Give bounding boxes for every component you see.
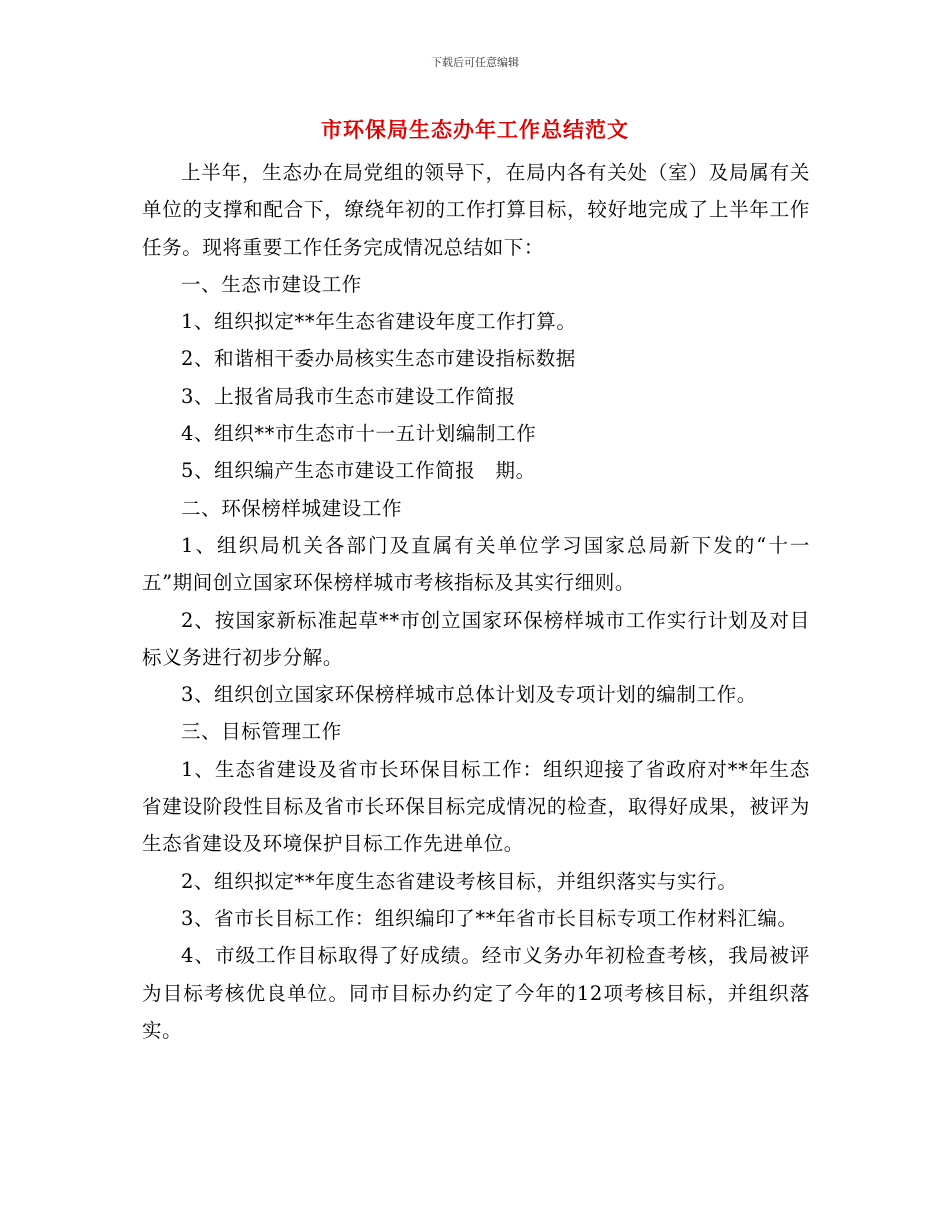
paragraph: 2、按国家新标准起草**市创立国家环保榜样城市工作实行计划及对目标义务进行初步分解。 <box>142 608 810 669</box>
section-heading: 二、环保榜样城建设工作 <box>181 496 403 520</box>
paragraph: 5、组织编产生态市建设工作简报 期。 <box>181 459 536 483</box>
section-heading: 三、目标管理工作 <box>181 720 342 744</box>
document-body <box>142 154 810 1049</box>
section-heading: 一、生态市建设工作 <box>181 272 362 296</box>
document-title: 市环保局生态办年工作总结范文 <box>321 118 629 142</box>
paragraph: 3、组织创立国家环保榜样城市总体计划及专项计划的编制工作。 <box>181 683 757 707</box>
paragraph: 1、组织局机关各部门及直属有关单位学习国家总局新下发的“十一五”期间创立国家环保榜样城市考核指标及其实行细则。 <box>142 533 810 595</box>
paragraph: 2、和谐相干委办局核实生态市建设指标数据 <box>181 347 576 371</box>
paragraph: 上半年，生态办在局党组的领导下，在局内各有关处（室）及局属有关单位的支撑和配合下，缭绕年初的工作打算目标，较好地完成了上半年工作任务。现将重要工作任务完成情况总结如下： <box>142 161 810 259</box>
paragraph: 4、市级工作目标取得了好成绩。经市义务办年初检查考核，我局被评为目标考核优良单位。同市目标办约定了今年的12项考核目标，并组织落实。 <box>142 944 810 1042</box>
paragraph: 2、组织拟定**年度生态省建设考核目标，并组织落实与实行。 <box>181 869 738 893</box>
paragraph: 1、组织拟定**年生态省建设年度工作打算。 <box>181 310 577 334</box>
paragraph: 4、组织**市生态市十一五计划编制工作 <box>181 422 537 446</box>
paragraph: 3、上报省局我市生态市建设工作简报 <box>181 384 516 408</box>
paragraph: 3、省市长目标工作：组织编印了**年省市长目标专项工作材料汇编。 <box>181 906 798 930</box>
header-note: 下载后可任意编辑 <box>431 56 519 69</box>
paragraph: 1、生态省建设及省市长环保目标工作：组织迎接了省政府对**年生态省建设阶段性目标及省市长环保目标完成情况的检查，取得好成果，被评为生态省建设及环境保护目标工作先进单位。 <box>142 757 810 856</box>
